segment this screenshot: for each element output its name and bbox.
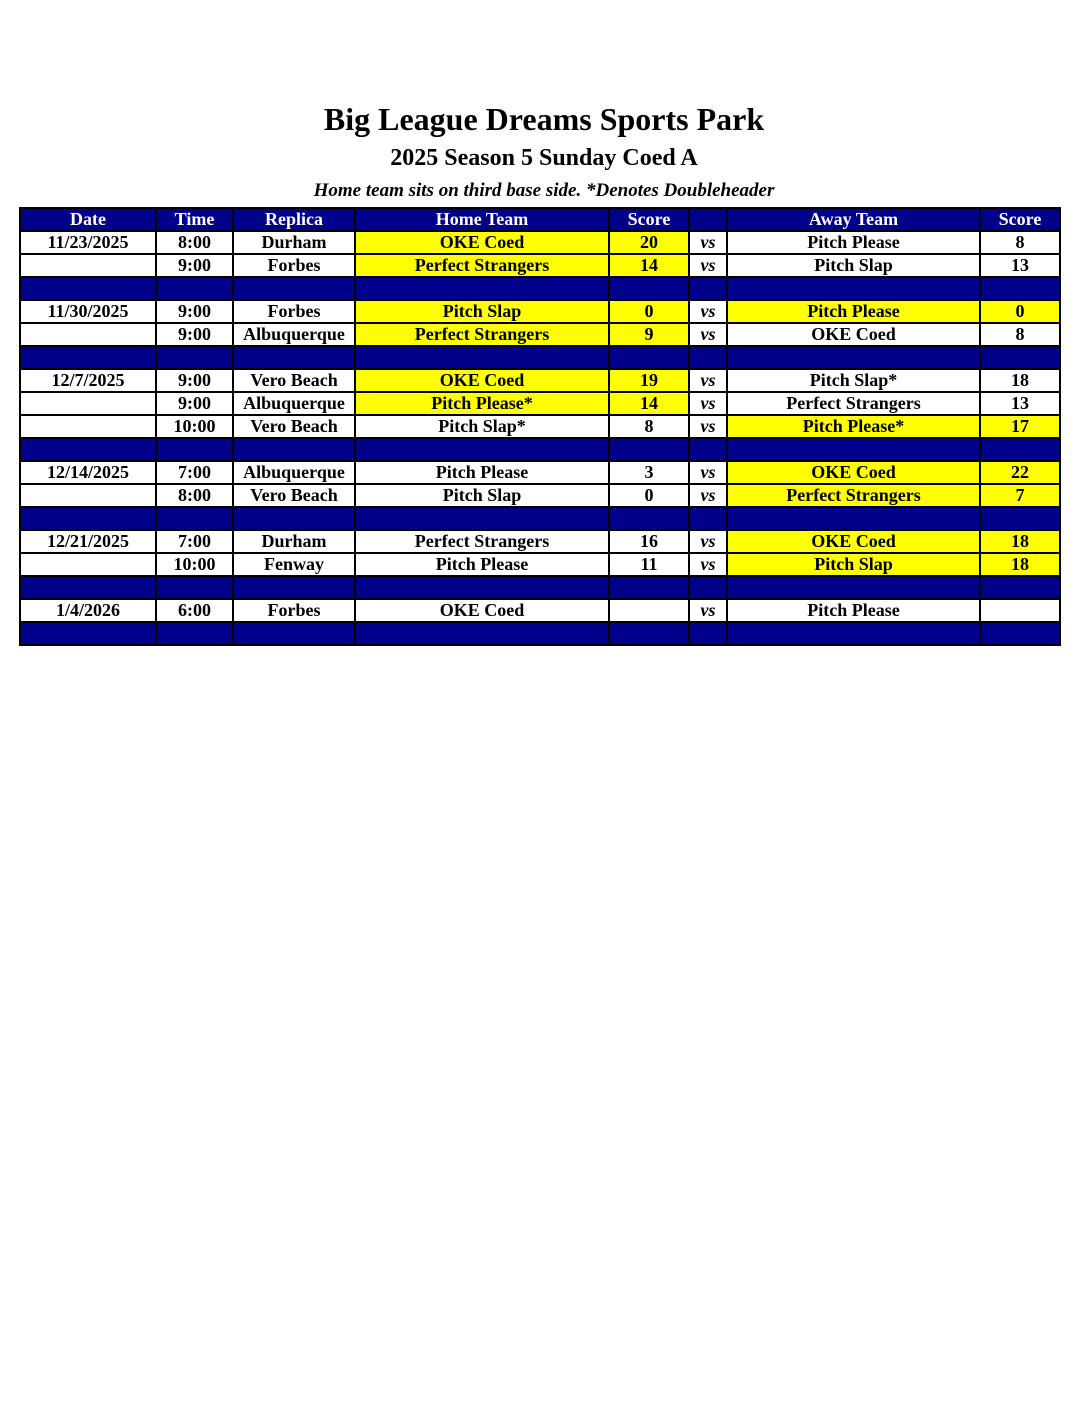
separator-cell <box>156 346 233 369</box>
away-team-cell: Pitch Slap <box>727 254 980 277</box>
vs-label: vs <box>689 484 727 507</box>
column-header-away-team: Away Team <box>727 208 980 231</box>
home-score-cell: 9 <box>609 323 689 346</box>
away-score-cell: 17 <box>980 415 1060 438</box>
table-row <box>20 415 1060 438</box>
home-team-cell: Pitch Slap <box>355 484 609 507</box>
date-cell: 1/4/2026 <box>20 599 156 622</box>
table-row <box>20 300 1060 323</box>
separator-cell <box>609 438 689 461</box>
replica-cell: Durham <box>233 231 355 254</box>
separator-cell <box>355 622 609 645</box>
separator-row <box>20 346 1060 369</box>
separator-cell <box>689 576 727 599</box>
separator-cell <box>727 438 980 461</box>
table-row <box>20 369 1060 392</box>
date-cell <box>20 484 156 507</box>
separator-cell <box>980 346 1060 369</box>
separator-cell <box>689 346 727 369</box>
table-header-row <box>20 208 1060 231</box>
separator-cell <box>727 576 980 599</box>
separator-cell <box>980 576 1060 599</box>
time-cell: 9:00 <box>156 323 233 346</box>
separator-cell <box>689 507 727 530</box>
home-score-cell: 14 <box>609 254 689 277</box>
separator-cell <box>727 622 980 645</box>
date-cell <box>20 553 156 576</box>
away-score-cell: 8 <box>980 231 1060 254</box>
separator-cell <box>233 622 355 645</box>
time-cell: 6:00 <box>156 599 233 622</box>
home-team-cell: Perfect Strangers <box>355 530 609 553</box>
table-row <box>20 254 1060 277</box>
schedule-note: Home team sits on third base side. *Denotes Doubleheader <box>313 180 775 201</box>
replica-cell: Vero Beach <box>233 369 355 392</box>
page-title: Big League Dreams Sports Park <box>323 101 765 137</box>
home-team-cell: Pitch Slap <box>355 300 609 323</box>
date-cell <box>20 323 156 346</box>
separator-cell <box>689 277 727 300</box>
column-header-date: Date <box>20 208 156 231</box>
table-row <box>20 323 1060 346</box>
home-score-cell: 0 <box>609 300 689 323</box>
home-score-cell: 20 <box>609 231 689 254</box>
away-team-cell: Pitch Please <box>727 231 980 254</box>
separator-cell <box>156 576 233 599</box>
away-score-cell: 22 <box>980 461 1060 484</box>
separator-cell <box>156 507 233 530</box>
replica-cell: Durham <box>233 530 355 553</box>
home-team-cell: Pitch Please <box>355 553 609 576</box>
time-cell: 7:00 <box>156 530 233 553</box>
separator-cell <box>355 438 609 461</box>
separator-cell <box>233 576 355 599</box>
column-header-time: Time <box>156 208 233 231</box>
vs-label: vs <box>689 254 727 277</box>
separator-cell <box>609 346 689 369</box>
home-team-cell: Perfect Strangers <box>355 323 609 346</box>
home-score-cell: 16 <box>609 530 689 553</box>
away-score-cell: 7 <box>980 484 1060 507</box>
home-score-cell: 0 <box>609 484 689 507</box>
separator-cell <box>20 346 156 369</box>
schedule-table <box>19 207 1061 646</box>
separator-cell <box>20 277 156 300</box>
separator-cell <box>20 507 156 530</box>
separator-cell <box>609 622 689 645</box>
schedule-body <box>20 231 1060 645</box>
vs-label: vs <box>689 530 727 553</box>
separator-row <box>20 576 1060 599</box>
away-team-cell: OKE Coed <box>727 323 980 346</box>
home-team-cell: Pitch Please* <box>355 392 609 415</box>
separator-cell <box>156 438 233 461</box>
away-score-cell: 8 <box>980 323 1060 346</box>
away-team-cell: Pitch Please <box>727 599 980 622</box>
vs-label: vs <box>689 300 727 323</box>
separator-cell <box>355 346 609 369</box>
vs-label: vs <box>689 231 727 254</box>
away-team-cell: OKE Coed <box>727 530 980 553</box>
date-cell: 12/7/2025 <box>20 369 156 392</box>
home-team-cell: Perfect Strangers <box>355 254 609 277</box>
vs-label: vs <box>689 415 727 438</box>
date-cell: 12/14/2025 <box>20 461 156 484</box>
replica-cell: Vero Beach <box>233 484 355 507</box>
separator-cell <box>727 277 980 300</box>
separator-cell <box>980 277 1060 300</box>
vs-label: vs <box>689 599 727 622</box>
separator-cell <box>980 622 1060 645</box>
separator-cell <box>233 346 355 369</box>
home-team-cell: Pitch Please <box>355 461 609 484</box>
date-cell: 11/23/2025 <box>20 231 156 254</box>
away-team-cell: Pitch Please* <box>727 415 980 438</box>
separator-cell <box>233 438 355 461</box>
separator-cell <box>20 576 156 599</box>
separator-cell <box>689 438 727 461</box>
time-cell: 9:00 <box>156 300 233 323</box>
separator-cell <box>156 622 233 645</box>
time-cell: 7:00 <box>156 461 233 484</box>
replica-cell: Vero Beach <box>233 415 355 438</box>
separator-cell <box>156 277 233 300</box>
home-score-cell: 3 <box>609 461 689 484</box>
time-cell: 8:00 <box>156 231 233 254</box>
away-score-cell: 13 <box>980 254 1060 277</box>
away-score-cell <box>980 599 1060 622</box>
vs-label: vs <box>689 553 727 576</box>
separator-cell <box>355 507 609 530</box>
table-row <box>20 392 1060 415</box>
time-cell: 8:00 <box>156 484 233 507</box>
home-score-cell: 14 <box>609 392 689 415</box>
separator-cell <box>980 438 1060 461</box>
time-cell: 9:00 <box>156 369 233 392</box>
column-header-home-score: Score <box>609 208 689 231</box>
replica-cell: Forbes <box>233 300 355 323</box>
away-team-cell: Perfect Strangers <box>727 484 980 507</box>
separator-cell <box>20 438 156 461</box>
time-cell: 9:00 <box>156 392 233 415</box>
column-header-vs <box>689 208 727 231</box>
table-row <box>20 484 1060 507</box>
time-cell: 10:00 <box>156 415 233 438</box>
table-row <box>20 530 1060 553</box>
separator-cell <box>233 277 355 300</box>
vs-label: vs <box>689 392 727 415</box>
page-subtitle: 2025 Season 5 Sunday Coed A <box>390 145 698 171</box>
replica-cell: Albuquerque <box>233 392 355 415</box>
separator-row <box>20 438 1060 461</box>
separator-cell <box>355 277 609 300</box>
date-cell <box>20 415 156 438</box>
separator-cell <box>609 576 689 599</box>
away-score-cell: 18 <box>980 369 1060 392</box>
home-score-cell <box>609 599 689 622</box>
away-score-cell: 0 <box>980 300 1060 323</box>
home-team-cell: Pitch Slap* <box>355 415 609 438</box>
column-header-replica: Replica <box>233 208 355 231</box>
home-team-cell: OKE Coed <box>355 599 609 622</box>
away-team-cell: Pitch Slap* <box>727 369 980 392</box>
date-cell <box>20 392 156 415</box>
table-row <box>20 553 1060 576</box>
separator-row <box>20 622 1060 645</box>
vs-label: vs <box>689 323 727 346</box>
time-cell: 9:00 <box>156 254 233 277</box>
away-score-cell: 18 <box>980 530 1060 553</box>
vs-label: vs <box>689 461 727 484</box>
separator-cell <box>980 507 1060 530</box>
home-score-cell: 8 <box>609 415 689 438</box>
home-score-cell: 11 <box>609 553 689 576</box>
home-score-cell: 19 <box>609 369 689 392</box>
table-row <box>20 461 1060 484</box>
replica-cell: Albuquerque <box>233 323 355 346</box>
column-header-away-score: Score <box>980 208 1060 231</box>
table-row <box>20 231 1060 254</box>
replica-cell: Albuquerque <box>233 461 355 484</box>
replica-cell: Fenway <box>233 553 355 576</box>
date-cell: 11/30/2025 <box>20 300 156 323</box>
separator-cell <box>727 507 980 530</box>
table-row <box>20 599 1060 622</box>
away-team-cell: OKE Coed <box>727 461 980 484</box>
separator-cell <box>355 576 609 599</box>
separator-row <box>20 507 1060 530</box>
home-team-cell: OKE Coed <box>355 231 609 254</box>
time-cell: 10:00 <box>156 553 233 576</box>
separator-row <box>20 277 1060 300</box>
date-cell: 12/21/2025 <box>20 530 156 553</box>
away-team-cell: Pitch Please <box>727 300 980 323</box>
date-cell <box>20 254 156 277</box>
separator-cell <box>689 622 727 645</box>
separator-cell <box>20 622 156 645</box>
home-team-cell: OKE Coed <box>355 369 609 392</box>
replica-cell: Forbes <box>233 599 355 622</box>
away-team-cell: Perfect Strangers <box>727 392 980 415</box>
away-score-cell: 18 <box>980 553 1060 576</box>
separator-cell <box>609 507 689 530</box>
separator-cell <box>727 346 980 369</box>
away-team-cell: Pitch Slap <box>727 553 980 576</box>
separator-cell <box>233 507 355 530</box>
column-header-home-team: Home Team <box>355 208 609 231</box>
replica-cell: Forbes <box>233 254 355 277</box>
separator-cell <box>609 277 689 300</box>
vs-label: vs <box>689 369 727 392</box>
away-score-cell: 13 <box>980 392 1060 415</box>
